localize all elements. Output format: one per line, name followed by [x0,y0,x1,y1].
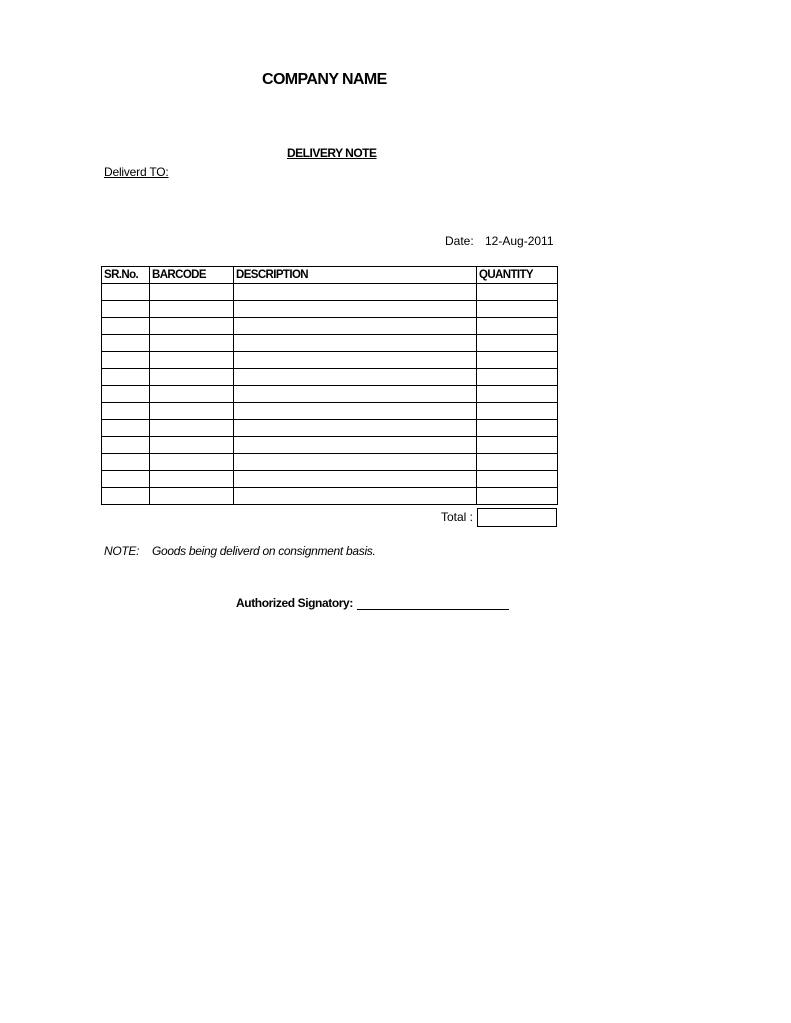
table-row [102,454,558,471]
cell-sr-no [102,471,150,488]
delivered-to-label: Deliverd TO: [104,165,169,179]
document-title: DELIVERY NOTE [287,146,377,160]
cell-sr-no [102,301,150,318]
cell-sr-no [102,403,150,420]
cell-description [234,352,477,369]
cell-description [234,318,477,335]
cell-quantity [477,420,558,437]
cell-quantity [477,454,558,471]
authorized-signatory-label: Authorized Signatory: [236,596,353,610]
table-row [102,420,558,437]
table-row [102,488,558,505]
cell-sr-no [102,488,150,505]
cell-barcode [150,471,234,488]
cell-description [234,454,477,471]
cell-sr-no [102,352,150,369]
cell-quantity [477,301,558,318]
note-label: NOTE: [104,544,140,558]
cell-quantity [477,437,558,454]
cell-quantity [477,471,558,488]
cell-description [234,471,477,488]
cell-barcode [150,352,234,369]
cell-sr-no [102,454,150,471]
column-header-sr-no: SR.No. [102,267,150,284]
table-row [102,284,558,301]
table-row [102,318,558,335]
cell-barcode [150,301,234,318]
table-row [102,352,558,369]
table-row [102,471,558,488]
date-label: Date: [445,234,474,248]
cell-barcode [150,369,234,386]
cell-barcode [150,454,234,471]
cell-description [234,386,477,403]
cell-description [234,437,477,454]
table-header-row [102,267,558,284]
cell-sr-no [102,284,150,301]
cell-barcode [150,335,234,352]
items-table [101,266,558,505]
cell-barcode [150,403,234,420]
cell-description [234,488,477,505]
cell-description [234,284,477,301]
table-row [102,335,558,352]
cell-description [234,420,477,437]
items-table-body [102,284,558,505]
table-row [102,437,558,454]
cell-barcode [150,420,234,437]
cell-quantity [477,386,558,403]
cell-sr-no [102,437,150,454]
cell-quantity [477,318,558,335]
total-label: Total : [441,510,474,524]
signature-line [357,609,509,610]
cell-sr-no [102,369,150,386]
column-header-barcode: BARCODE [150,267,234,284]
table-row [102,403,558,420]
table-row [102,369,558,386]
cell-barcode [150,318,234,335]
cell-sr-no [102,335,150,352]
table-row [102,301,558,318]
cell-description [234,301,477,318]
cell-barcode [150,488,234,505]
date-value: 12-Aug-2011 [485,234,554,248]
cell-quantity [477,403,558,420]
cell-description [234,403,477,420]
column-header-description: DESCRIPTION [234,267,477,284]
note-text: Goods being deliverd on consignment basis. [152,544,376,558]
table-row [102,386,558,403]
column-header-quantity: QUANTITY [477,267,558,284]
total-value-box [477,508,557,527]
cell-sr-no [102,386,150,403]
cell-sr-no [102,318,150,335]
cell-barcode [150,284,234,301]
cell-quantity [477,335,558,352]
cell-barcode [150,437,234,454]
cell-quantity [477,369,558,386]
cell-description [234,369,477,386]
cell-quantity [477,284,558,301]
cell-description [234,335,477,352]
cell-quantity [477,352,558,369]
cell-quantity [477,488,558,505]
cell-barcode [150,386,234,403]
company-name: COMPANY NAME [262,71,387,88]
cell-sr-no [102,420,150,437]
